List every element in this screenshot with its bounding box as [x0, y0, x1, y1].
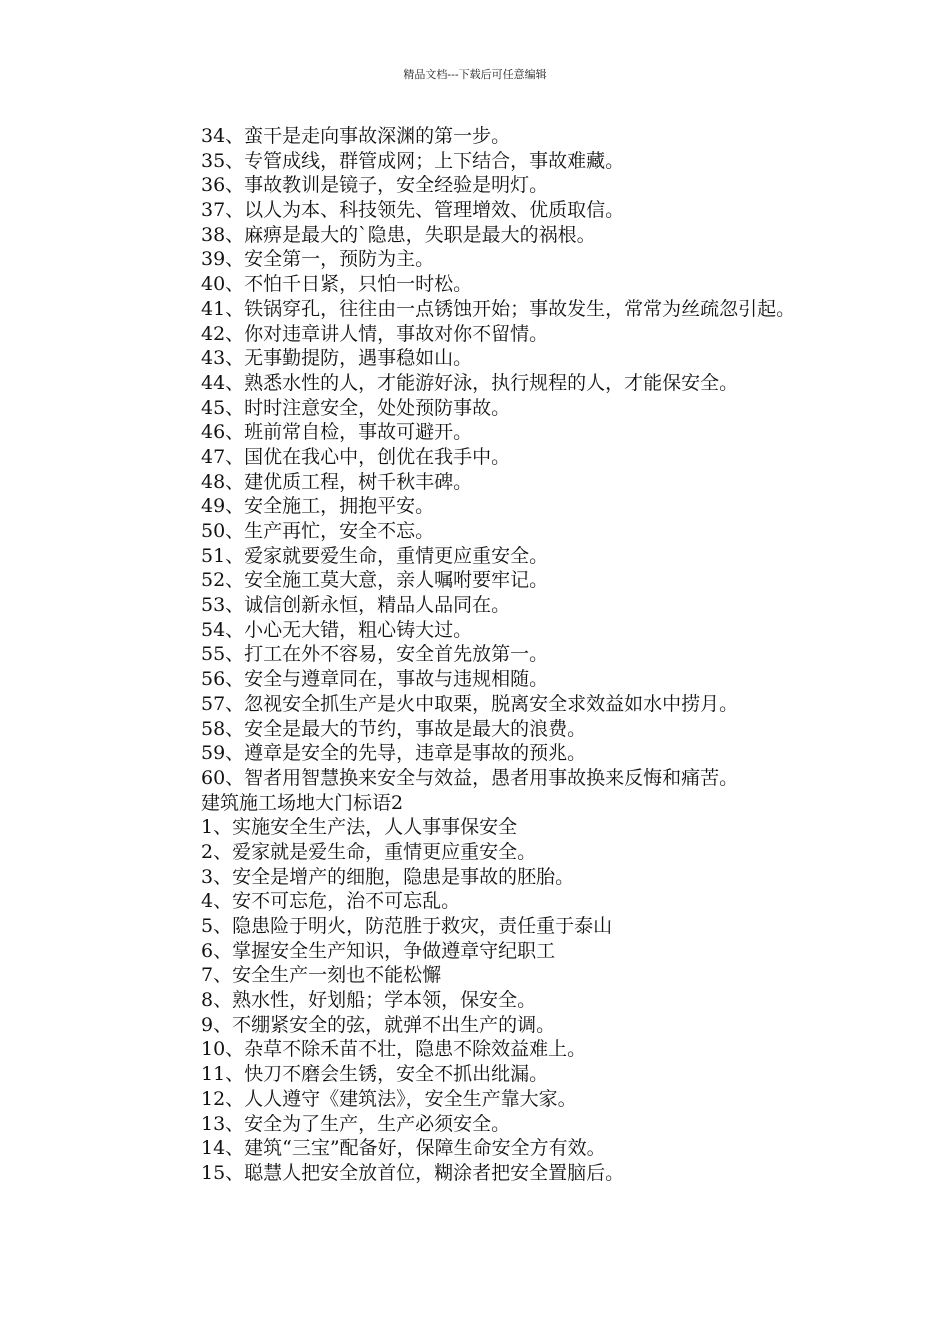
- text-line: 6、掌握安全生产知识，争做遵章守纪职工: [201, 939, 556, 962]
- text-line: 42、你对违章讲人情，事故对你不留情。: [201, 322, 549, 345]
- text-line: 45、时时注意安全，处处预防事故。: [201, 396, 511, 419]
- text-line: 40、不怕千日紧，只怕一时松。: [201, 273, 473, 296]
- text-line: 5、隐患险于明火，防范胜于救灾，责任重于泰山: [201, 915, 613, 938]
- text-line: 8、熟水性，好划船；学本领，保安全。: [201, 989, 537, 1012]
- text-line: 7、安全生产一刻也不能松懈: [201, 964, 442, 987]
- text-line: 3、安全是增产的细胞，隐患是事故的胚胎。: [201, 865, 575, 888]
- text-line: 56、安全与遵章同在，事故与违规相随。: [201, 668, 549, 691]
- text-line: 10、杂草不除禾苗不壮，隐患不除效益难上。: [201, 1038, 587, 1061]
- text-line: 43、无事勤提防，遇事稳如山。: [201, 347, 473, 370]
- text-line: 13、安全为了生产，生产必须安全。: [201, 1112, 511, 1135]
- text-line: 55、打工在外不容易，安全首先放第一。: [201, 643, 549, 666]
- text-line: 57、忽视安全抓生产是火中取栗，脱离安全求效益如水中捞月。: [201, 692, 739, 715]
- text-line: 2、爱家就是爱生命，重情更应重安全。: [201, 840, 537, 863]
- text-line: 49、安全施工，拥抱平安。: [201, 495, 435, 518]
- text-line: 41、铁锅穿孔，往往由一点锈蚀开始；事故发生，常常为丝疏忽引起。: [201, 297, 796, 320]
- text-line: 35、专管成线，群管成网；上下结合，事故难藏。: [201, 149, 625, 172]
- text-line: 60、智者用智慧换来安全与效益，愚者用事故换来反悔和痛苦。: [201, 766, 739, 789]
- text-line: 14、建筑“三宝”配备好，保障生命安全方有效。: [201, 1137, 606, 1160]
- text-line: 11、快刀不磨会生锈，安全不抓出纰漏。: [201, 1063, 549, 1086]
- text-line: 4、安不可忘危，治不可忘乱。: [201, 890, 461, 913]
- text-line: 51、爱家就要爱生命，重情更应重安全。: [201, 544, 549, 567]
- text-line: 50、生产再忙，安全不忘。: [201, 520, 435, 543]
- text-line: 54、小心无大错，粗心铸大过。: [201, 618, 473, 641]
- text-line: 48、建优质工程，树千秋丰碑。: [201, 470, 473, 493]
- text-line: 46、班前常自检，事故可避开。: [201, 421, 473, 444]
- text-line: 59、遵章是安全的先导，违章是事故的预兆。: [201, 742, 587, 765]
- text-line: 38、麻痹是最大的`隐患，失职是最大的祸根。: [201, 223, 596, 246]
- text-line: 34、蛮干是走向事故深渊的第一步。: [201, 125, 511, 147]
- text-line: 52、安全施工莫大意，亲人嘱咐要牢记。: [201, 569, 549, 592]
- text-line: 53、诚信创新永恒，精品人品同在。: [201, 594, 511, 617]
- text-line: 12、人人遵守《建筑法》，安全生产靠大家。: [201, 1087, 577, 1110]
- page-header: 精品文档---下载后可任意编辑: [403, 68, 547, 81]
- text-line: 47、国优在我心中，创优在我手中。: [201, 445, 511, 468]
- section-heading: 建筑施工场地大门标语2: [201, 791, 404, 814]
- text-line: 15、聪慧人把安全放首位，糊涂者把安全置脑后。: [201, 1161, 625, 1184]
- text-line: 44、熟悉水性的人，才能游好泳，执行规程的人，才能保安全。: [201, 371, 739, 394]
- text-line: 37、以人为本、科技领先、管理增效、优质取信。: [201, 199, 625, 222]
- document-body: [146, 124, 826, 1186]
- text-line: 1、实施安全生产法，人人事事保安全: [201, 816, 518, 839]
- text-line: 58、安全是最大的节约，事故是最大的浪费。: [201, 717, 587, 740]
- text-line: 9、不绷紧安全的弦，就弹不出生产的调。: [201, 1013, 556, 1036]
- text-line: 39、安全第一，预防为主。: [201, 248, 435, 271]
- text-line: 36、事故教训是镜子，安全经验是明灯。: [201, 174, 549, 197]
